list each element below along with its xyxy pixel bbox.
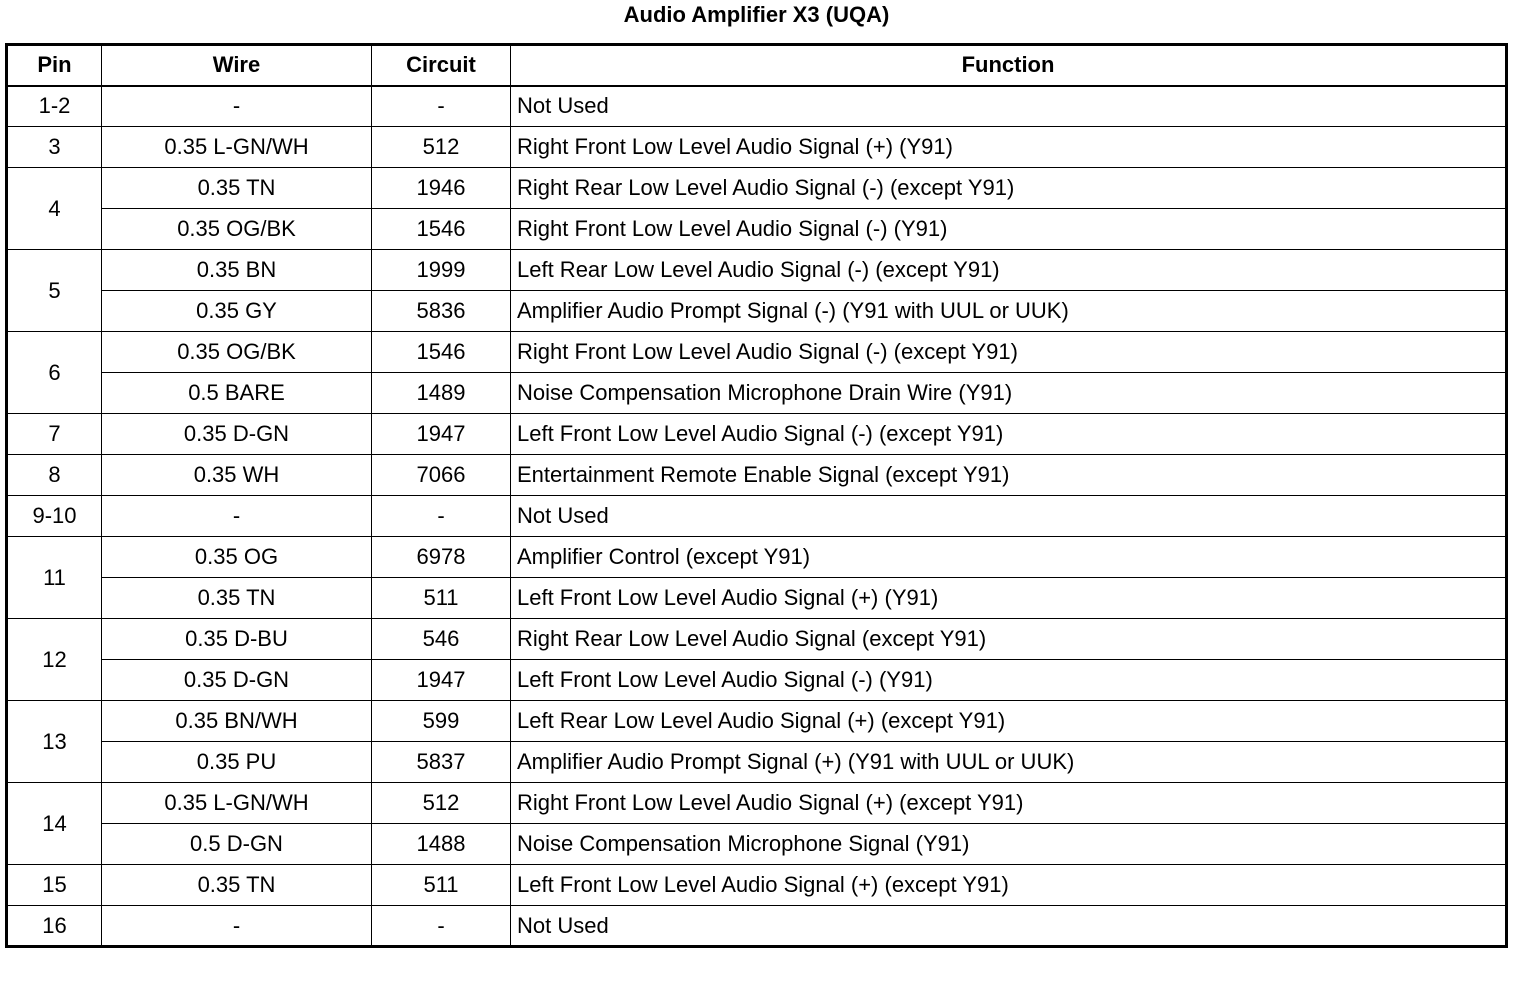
table-row	[7, 455, 1507, 496]
function-cell: Right Front Low Level Audio Signal (+) (Y91)	[511, 127, 1507, 168]
circuit-cell: 511	[372, 865, 511, 906]
pin-cell: 5	[7, 250, 102, 332]
function-cell: Not Used	[511, 906, 1507, 947]
pin-cell: 15	[7, 865, 102, 906]
function-cell: Right Front Low Level Audio Signal (-) (except Y91)	[511, 332, 1507, 373]
table-row	[7, 660, 1507, 701]
table-row	[7, 86, 1507, 127]
table-row	[7, 168, 1507, 209]
header-pin: Pin	[7, 45, 102, 86]
wire-cell: 0.35 D-GN	[102, 660, 372, 701]
function-cell: Entertainment Remote Enable Signal (except Y91)	[511, 455, 1507, 496]
circuit-cell: 5836	[372, 291, 511, 332]
connector-pinout-table	[5, 43, 1508, 948]
table-row	[7, 209, 1507, 250]
wire-cell: 0.35 L-GN/WH	[102, 783, 372, 824]
table-body	[7, 86, 1507, 947]
circuit-cell: 1488	[372, 824, 511, 865]
function-cell: Left Front Low Level Audio Signal (-) (Y91)	[511, 660, 1507, 701]
circuit-cell: -	[372, 86, 511, 127]
wire-cell: 0.35 BN/WH	[102, 701, 372, 742]
wire-cell: 0.35 BN	[102, 250, 372, 291]
function-cell: Amplifier Audio Prompt Signal (+) (Y91 with UUL or UUK)	[511, 742, 1507, 783]
table-row	[7, 414, 1507, 455]
circuit-cell: 1999	[372, 250, 511, 291]
wire-cell: 0.35 TN	[102, 578, 372, 619]
wire-cell: 0.35 TN	[102, 865, 372, 906]
wire-cell: -	[102, 906, 372, 947]
wire-cell: -	[102, 86, 372, 127]
circuit-cell: 512	[372, 783, 511, 824]
circuit-cell: 1947	[372, 660, 511, 701]
circuit-cell: -	[372, 906, 511, 947]
function-cell: Left Front Low Level Audio Signal (+) (except Y91)	[511, 865, 1507, 906]
function-cell: Amplifier Control (except Y91)	[511, 537, 1507, 578]
pin-cell: 9-10	[7, 496, 102, 537]
wire-cell: 0.35 OG	[102, 537, 372, 578]
circuit-cell: 6978	[372, 537, 511, 578]
table-row	[7, 824, 1507, 865]
header-function: Function	[511, 45, 1507, 86]
table-row	[7, 250, 1507, 291]
table-row	[7, 332, 1507, 373]
table-row	[7, 373, 1507, 414]
table-row	[7, 742, 1507, 783]
wire-cell: 0.35 OG/BK	[102, 332, 372, 373]
circuit-cell: 512	[372, 127, 511, 168]
pin-cell: 11	[7, 537, 102, 619]
header-wire: Wire	[102, 45, 372, 86]
circuit-cell: -	[372, 496, 511, 537]
wire-cell: -	[102, 496, 372, 537]
function-cell: Noise Compensation Microphone Signal (Y91)	[511, 824, 1507, 865]
pin-cell: 4	[7, 168, 102, 250]
circuit-cell: 1546	[372, 332, 511, 373]
function-cell: Left Front Low Level Audio Signal (+) (Y91)	[511, 578, 1507, 619]
pin-cell: 1-2	[7, 86, 102, 127]
table-row	[7, 701, 1507, 742]
circuit-cell: 511	[372, 578, 511, 619]
circuit-cell: 5837	[372, 742, 511, 783]
circuit-cell: 1946	[372, 168, 511, 209]
wire-cell: 0.35 D-BU	[102, 619, 372, 660]
table-row	[7, 578, 1507, 619]
pin-cell: 7	[7, 414, 102, 455]
circuit-cell: 599	[372, 701, 511, 742]
pin-cell: 12	[7, 619, 102, 701]
wire-cell: 0.35 TN	[102, 168, 372, 209]
wire-cell: 0.5 BARE	[102, 373, 372, 414]
wire-cell: 0.35 WH	[102, 455, 372, 496]
wire-cell: 0.35 PU	[102, 742, 372, 783]
function-cell: Not Used	[511, 86, 1507, 127]
function-cell: Right Rear Low Level Audio Signal (-) (except Y91)	[511, 168, 1507, 209]
pin-cell: 13	[7, 701, 102, 783]
circuit-cell: 7066	[372, 455, 511, 496]
pin-cell: 6	[7, 332, 102, 414]
function-cell: Right Front Low Level Audio Signal (-) (Y91)	[511, 209, 1507, 250]
circuit-cell: 546	[372, 619, 511, 660]
pin-cell: 8	[7, 455, 102, 496]
function-cell: Noise Compensation Microphone Drain Wire (Y91)	[511, 373, 1507, 414]
function-cell: Not Used	[511, 496, 1507, 537]
pin-cell: 3	[7, 127, 102, 168]
circuit-cell: 1947	[372, 414, 511, 455]
function-cell: Right Front Low Level Audio Signal (+) (except Y91)	[511, 783, 1507, 824]
wire-cell: 0.35 D-GN	[102, 414, 372, 455]
function-cell: Right Rear Low Level Audio Signal (except Y91)	[511, 619, 1507, 660]
table-row	[7, 619, 1507, 660]
wire-cell: 0.35 GY	[102, 291, 372, 332]
wire-cell: 0.35 OG/BK	[102, 209, 372, 250]
table-row	[7, 783, 1507, 824]
wire-cell: 0.35 L-GN/WH	[102, 127, 372, 168]
table-row	[7, 906, 1507, 947]
header-row	[7, 45, 1507, 86]
table-row	[7, 127, 1507, 168]
circuit-cell: 1489	[372, 373, 511, 414]
wire-cell: 0.5 D-GN	[102, 824, 372, 865]
table-header	[7, 45, 1507, 86]
table-title: Audio Amplifier X3 (UQA)	[623, 2, 890, 27]
circuit-cell: 1546	[372, 209, 511, 250]
table-row	[7, 496, 1507, 537]
table-row	[7, 865, 1507, 906]
function-cell: Left Rear Low Level Audio Signal (-) (except Y91)	[511, 250, 1507, 291]
table-row	[7, 537, 1507, 578]
pin-cell: 16	[7, 906, 102, 947]
table-row	[7, 291, 1507, 332]
header-circuit: Circuit	[372, 45, 511, 86]
function-cell: Amplifier Audio Prompt Signal (-) (Y91 with UUL or UUK)	[511, 291, 1507, 332]
pin-cell: 14	[7, 783, 102, 865]
function-cell: Left Front Low Level Audio Signal (-) (except Y91)	[511, 414, 1507, 455]
function-cell: Left Rear Low Level Audio Signal (+) (except Y91)	[511, 701, 1507, 742]
